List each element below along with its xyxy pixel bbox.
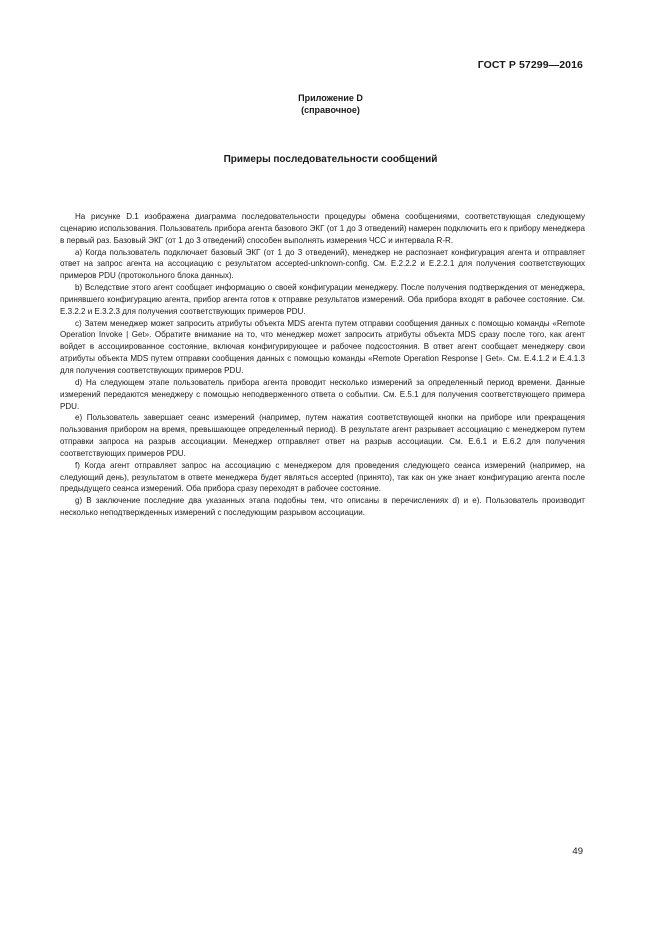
annex-title: Приложение D bbox=[298, 93, 363, 103]
page-number: 49 bbox=[572, 846, 583, 857]
paragraph-b: b) Вследствие этого агент сообщает информацию о своей конфигурации менеджеру. После получения подтверждения от менеджера, принявшего конфигурацию агента, прибор агента готов к отправке результатов измерений. Оба прибора входят в рабочее состояние. См. Е.3.2.2 и Е.3.2.3 для получения соответствующих примеров PDU. bbox=[60, 283, 585, 316]
paragraph-d: d) На следующем этапе пользователь прибора агента проводит несколько измерений за определенный период времени. Данные измерений передаются менеджеру с помощью неподверженного ответа о событии. См. Е.5.1 для получения соответствующего примера PDU. bbox=[60, 377, 585, 411]
body-text bbox=[60, 211, 585, 519]
paragraph-e: e) Пользователь завершает сеанс измерений (например, путем нажатия соответствующей кнопки на приборе или прекращения пользования прибором на время, превышающее определенный период). В результате агент разрывает ассоциацию с менеджером путем отправки запроса на разрыв ассоциации. Менеджер отправляет ответ на разрыв ассоциации. См. Е.6.1 и Е.6.2 для получения соответствующих примеров PDU. bbox=[60, 413, 585, 458]
paragraph-a: а) Когда пользователь подключает базовый ЭКГ (от 1 до 3 отведений), менеджер не распознает конфигурация агента и отправляет ответ на запрос агента на ассоциацию с результатом accepted-unknown-config. См. Е.2.2.2 и Е.2.2.1 для получения соответствующих примеров PDU (протокольного блока данных). bbox=[60, 247, 585, 281]
annex-kind: (справочное) bbox=[301, 105, 360, 115]
standard-code: ГОСТ Р 57299—2016 bbox=[477, 59, 583, 71]
paragraph-g: g) В заключение последние два указанных этапа подобны тем, что описаны в перечислениях d) и e). Пользователь производит несколько неподтвержденных измерений с последующим разрывом ассоциации. bbox=[60, 496, 585, 518]
section-heading: Примеры последовательности сообщений bbox=[223, 154, 438, 165]
paragraph-intro: На рисунке D.1 изображена диаграмма последовательности процедуры обмена сообщениями, соответствующая следующему сценарию использования. Пользователь прибора агента базового ЭКГ (от 1 до 3 отведений) намерен подключить его к прибору менеджера в первый раз. Базовый ЭКГ (от 1 до 3 отведений) способен выполнять измерения ЧСС и интервала R-R. bbox=[60, 212, 585, 245]
paragraph-c: c) Затем менеджер может запросить атрибуты объекта MDS агента путем отправки сообщения данных с помощью команды «Remote Operation Invoke | Get». Обратите внимание на то, что менеджер может запросить атрибуты объекта MDS сразу после того, как агент войдет в ассоциированное состояние, включая конфигурирующее и рабочее подсостояния. В ответ агент сообщает менеджеру свои атрибуты объекта MDS путем отправки сообщения данных с помощью команды «Remote Operation Response | Get». См. Е.4.1.2 и Е.4.1.3 для получения соответствующих примеров PDU. bbox=[60, 318, 585, 375]
paragraph-f: f) Когда агент отправляет запрос на ассоциацию с менеджером для проведения следующего сеанса измерений (например, на следующий день), результатом в ответе менеджера будет являться accepted (принято), так как он уже знает конфигурацию агента после предыдущего сеанса измерений. Оба прибора сразу переходят в рабочее состояние. bbox=[60, 460, 585, 494]
